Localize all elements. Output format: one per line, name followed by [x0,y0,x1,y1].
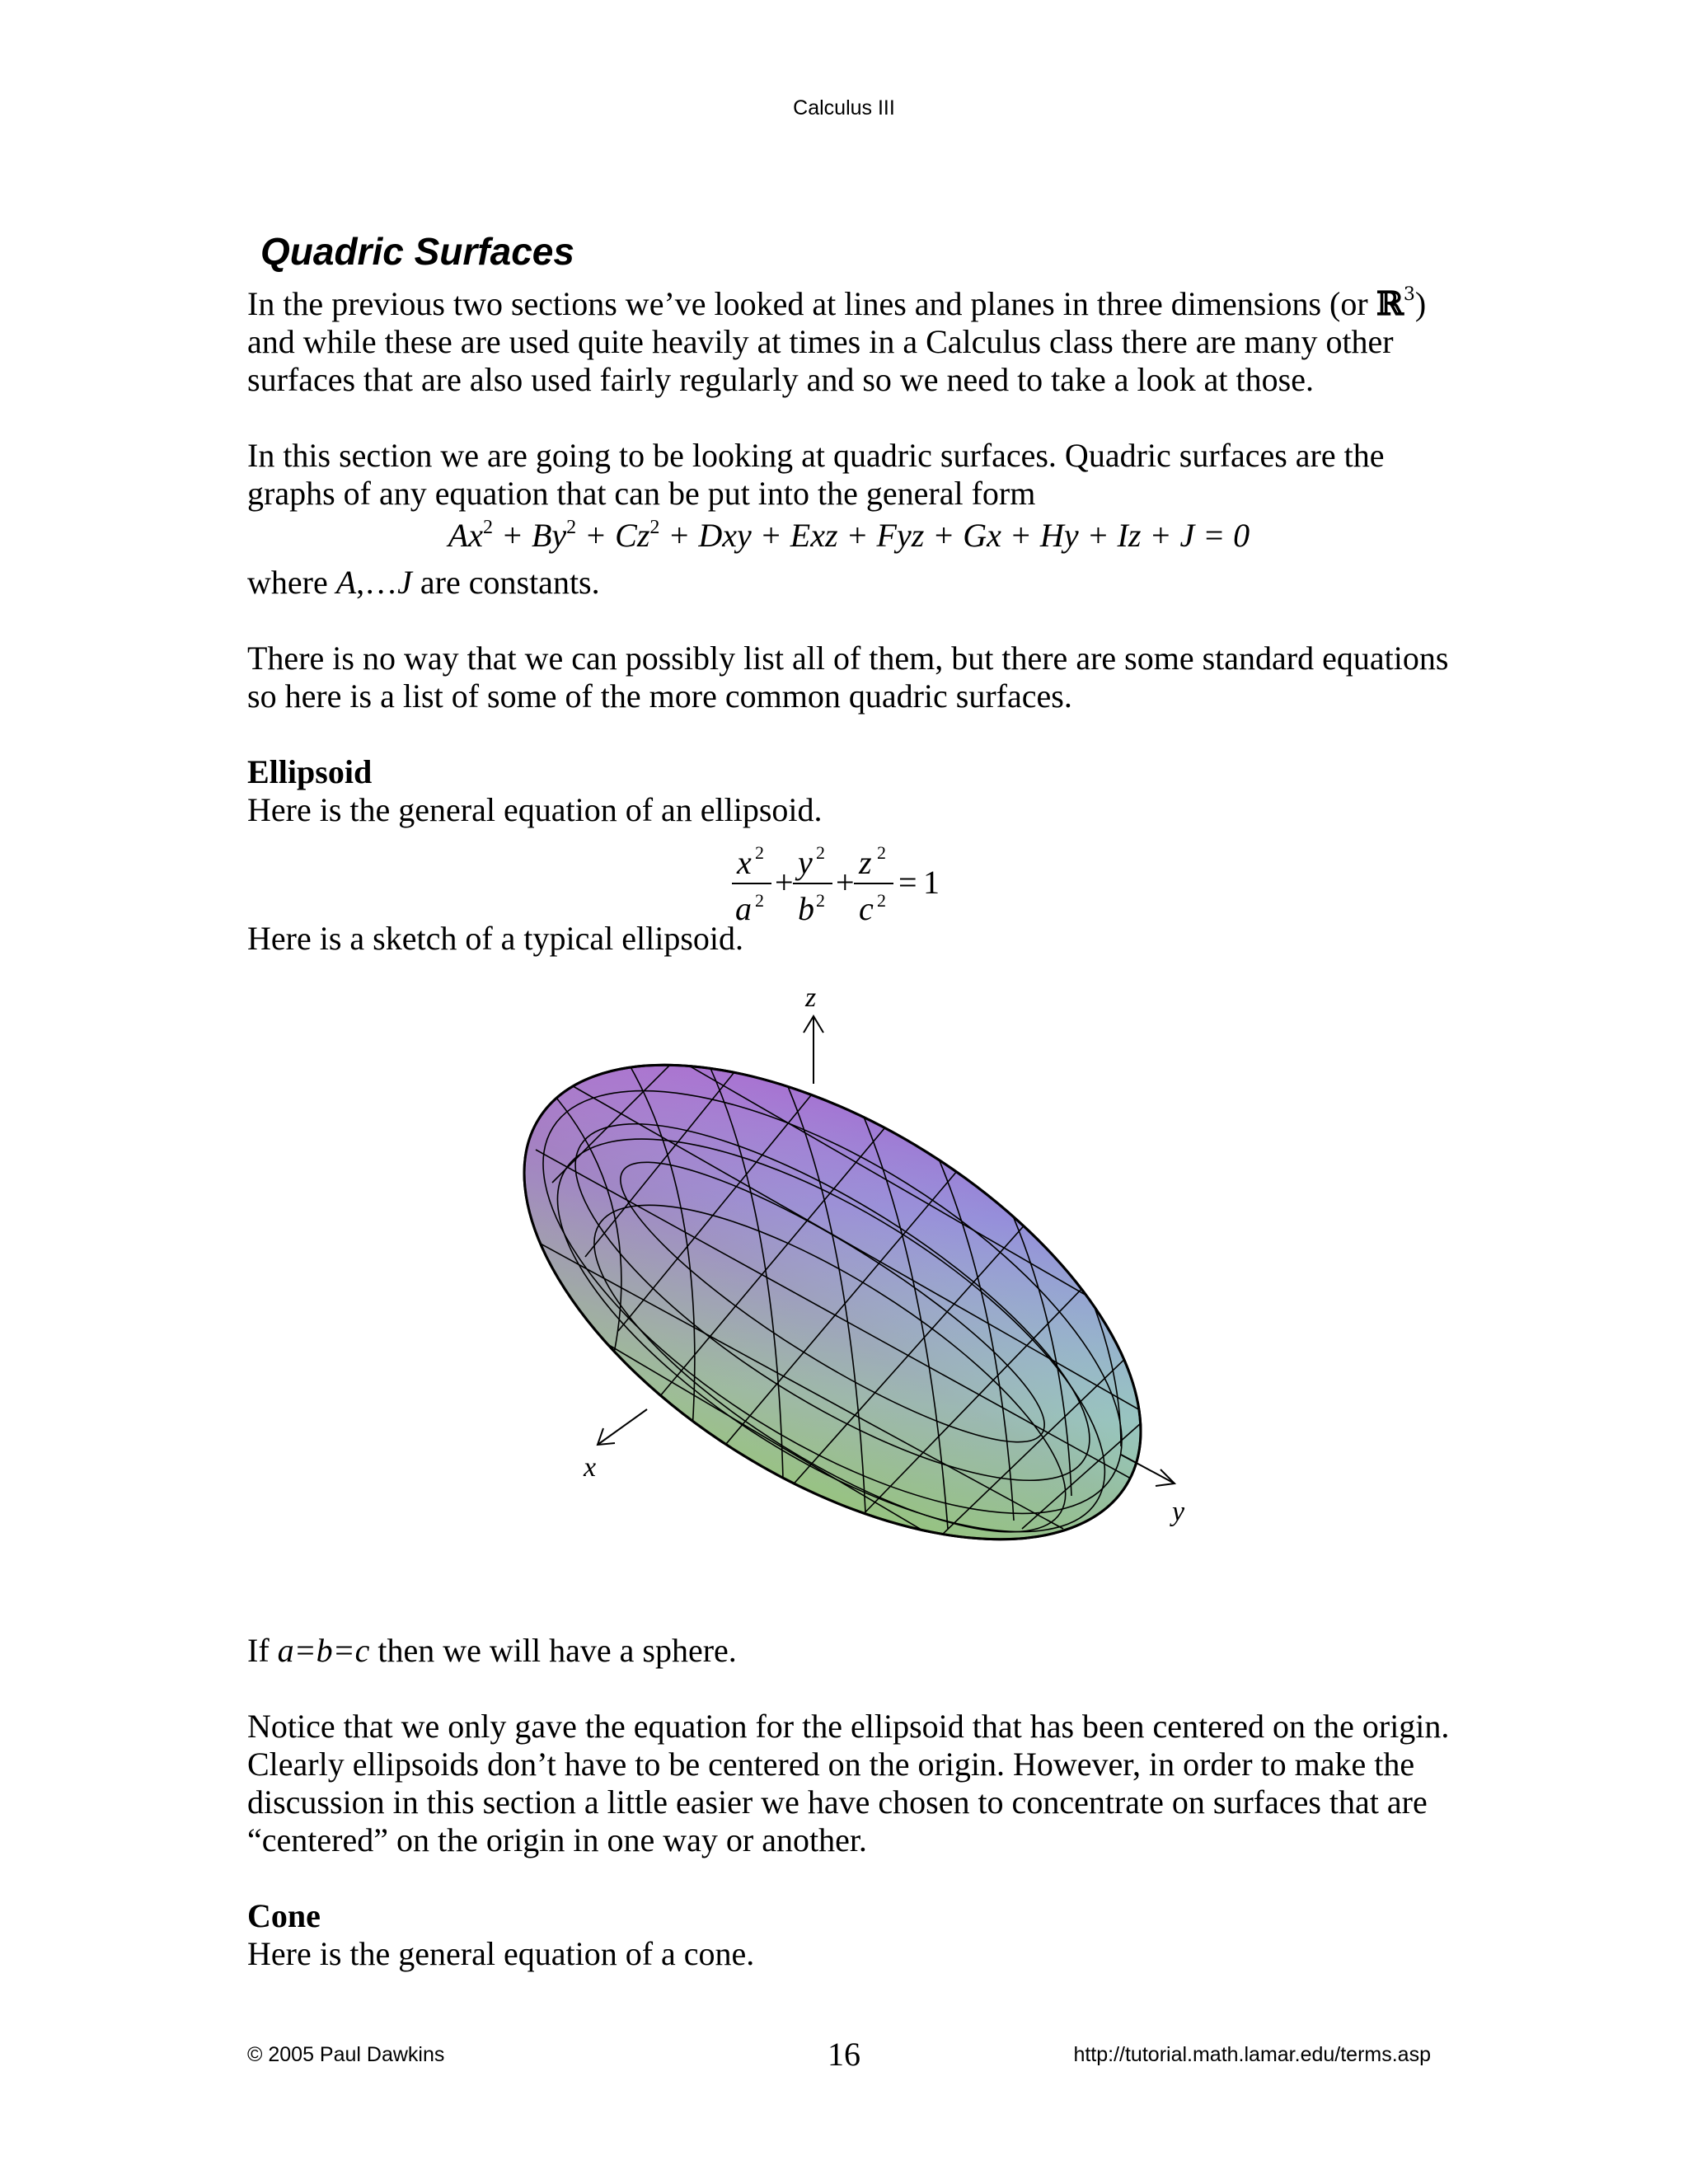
z-axis-label: z [805,985,817,1013]
ellipsoid-surface [486,985,1220,1545]
svg-text:x: x [737,844,752,881]
intro-paragraph-2: In this section we are going to be looking at quadric surfaces. Quadric surfaces are the graphs of any equation that can be put into the general form [247,437,1385,512]
sphere-note: If a=b=c then we will have a sphere. [247,1632,737,1669]
x-axis [583,1409,647,1483]
centering-note: Notice that we only gave the equation for the ellipsoid that has been centered on the origin. Clearly ellipsoids don’t have to be centered on the origin. However, in order to make the discussion in this section a little easier we have chosen to concentrate on surfaces that are “centered” on the origin in one way or another. [247,1708,1450,1858]
intro-text-2: and while these are used quite heavily at times in a Calculus class there are many other surfaces that are also used fairly regularly and so we need to take a look at those. [247,323,1394,398]
y-axis-label: y [1172,1497,1185,1527]
sketch-intro: Here is a sketch of a typical ellipsoid. [247,920,744,957]
svg-text:+: + [836,864,855,901]
svg-text:2: 2 [816,890,825,911]
constants-paragraph: where A,…J are constants. [247,564,600,601]
svg-text:2: 2 [877,890,886,911]
ellipsoid-figure [486,985,1228,1545]
cone-intro: Here is the general equation of a cone. [247,1935,755,1972]
real-numbers-symbol: ℝ$^3$ [1376,284,1415,323]
intro-paragraph-1: In the previous two sections we’ve looked at lines and planes in three dimensions (or ℝ$^3$) and while these are used quite heavily at times in a Calculus class there are many other surfaces that are also used fairly regularly and so we need to take a look at those. [247,285,1451,399]
z-axis [804,985,823,1084]
svg-text:y: y [798,844,813,881]
ellipsoid-equation [725,841,973,931]
ellipsoid-heading: Ellipsoid [247,753,373,790]
svg-text:b: b [798,890,814,927]
general-form-equation: $Ax^2 + By^2 + Cz^2$ + Dxy + Exz + Fyz + Gx + Hy + Iz + J = 0 [448,517,1250,554]
cone-heading: Cone [247,1897,321,1934]
svg-text:2: 2 [877,842,886,863]
intro-text-1: In the previous two sections we’ve looked at lines and planes in three dimensions (or [247,285,1376,322]
svg-text:a: a [735,890,752,927]
copyright-notice: © 2005 Paul Dawkins [247,2043,445,2066]
running-header: Calculus III [793,96,895,120]
ellipsoid-intro: Here is the general equation of an ellipsoid. [247,791,823,828]
svg-text:z: z [859,844,872,881]
x-axis-label: x [584,1452,597,1483]
svg-text:2: 2 [755,890,764,911]
page-number: 16 [828,2036,860,2073]
svg-text:+: + [775,864,794,901]
svg-text:=: = [898,864,917,901]
svg-text:c: c [859,890,874,927]
list-intro-paragraph: There is no way that we can possibly list all of them, but there are some standard equations so here is a list of some of the more common quadric surfaces. [247,640,1449,715]
svg-text:2: 2 [755,842,764,863]
svg-text:1: 1 [923,864,940,901]
terms-url[interactable]: http://tutorial.math.lamar.edu/terms.asp [1073,2043,1431,2066]
section-title: Quadric Surfaces [260,230,574,273]
svg-text:2: 2 [816,842,825,863]
